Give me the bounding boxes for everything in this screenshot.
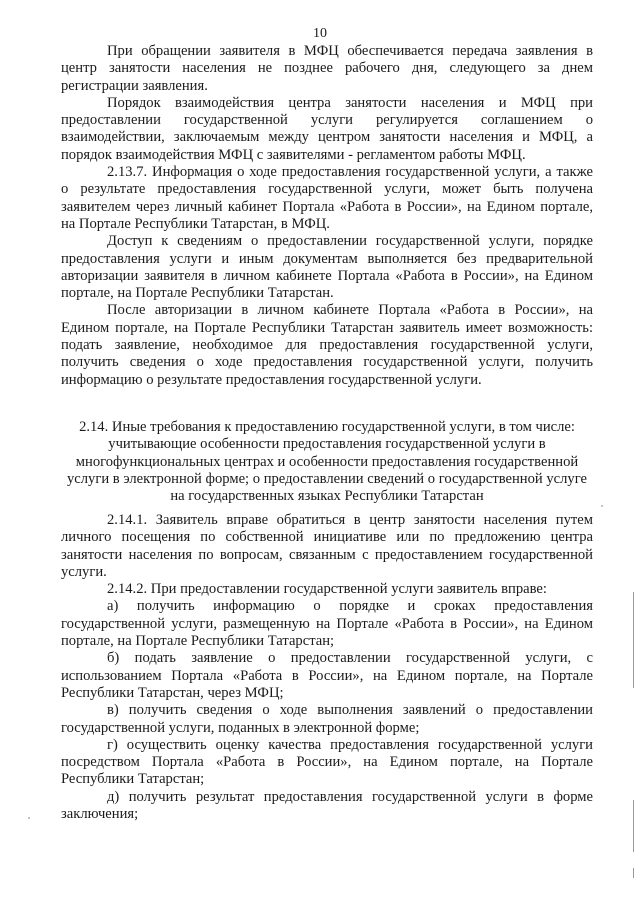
list-item: в) получить сведения о ходе выполнения заявлений о предоставлении государственной услуги, поданных в электронной форме; (61, 702, 593, 736)
paragraph: 2.14.2. При предоставлении государственной услуги заявитель вправе: (107, 581, 547, 598)
list-item: г) осуществить оценку качества предоставления государственной услуги посредством Портала «Работа в России», на Едином портале, на Портале Республики Татарстан; (61, 736, 593, 788)
list-item: а) получить информацию о порядке и сроках предоставления государственной услуги, размещенную на Портале «Работа в России», на Едином портале, на Портале Республики Татарстан; (61, 598, 593, 650)
paragraph: Порядок взаимодействия центра занятости населения и МФЦ при предоставлении государственной услуги регулируется соглашением о взаимодействии, заключаемым между центром занятости населения и МФЦ, а порядок взаимодействия МФЦ с заявителями - регламентом работы МФЦ. (61, 94, 593, 163)
paragraph: 2.14.1. Заявитель вправе обратиться в центр занятости населения путем личного посещения по собственной инициативе или по предложению центра занятости населения по вопросам, связанным с предоставлением государственной услуги. (61, 512, 593, 580)
scan-edge-line (633, 592, 634, 688)
section-applicant-rights (61, 512, 593, 823)
section-heading: 2.14. Иные требования к предоставлению государственной услуги, в том числе: учитывающие особенности предоставления государственной услуги в многофункциональных центрах и особенности предоставления государственной услуги в электронной форме; о предоставлении сведений о государственной услуге на государственных языках Республики Татарстан (66, 419, 587, 505)
paragraph: Доступ к сведениям о предоставлении государственной услуги, порядке предоставления услуги и иным документам выполняется без предварительной авторизации заявителя в личном кабинете Портала «Работа в России», на Едином портале, на Портале Республики Татарстан. (61, 233, 593, 302)
list-item: д) получить результат предоставления государственной услуги в форме заключения; (61, 788, 593, 823)
section-mfc-interaction (61, 43, 593, 389)
scan-speck (601, 505, 603, 507)
scan-edge-line (633, 868, 634, 878)
paragraph: После авторизации в личном кабинете Портала «Работа в России», на Едином портале, на Портале Республики Татарстан заявитель имеет возможность: подать заявление, необходимое для предоставления государственной услуги, получить сведения о ходе предоставления государственной услуги, получить информацию о результате предоставления государственной услуги. (61, 302, 593, 388)
paragraph: 2.13.7. Информация о ходе предоставления государственной услуги, а также о результате предоставления государственной услуги, может быть получена заявителем через личный кабинет Портала «Работа в России», на Едином портале, на Портале Республики Татарстан, в МФЦ. (61, 164, 593, 232)
list-item: б) подать заявление о предоставлении государственной услуги, с использованием Портала «Работа в России», на Едином портале, на Портале Республики Татарстан, через МФЦ; (61, 650, 593, 701)
scan-edge-line (633, 800, 634, 852)
page-number: 10 (313, 26, 327, 41)
paragraph: При обращении заявителя в МФЦ обеспечивается передача заявления в центр занятости населения не позднее рабочего дня, следующего за днем регистрации заявления. (61, 43, 593, 94)
scan-speck (28, 817, 30, 819)
